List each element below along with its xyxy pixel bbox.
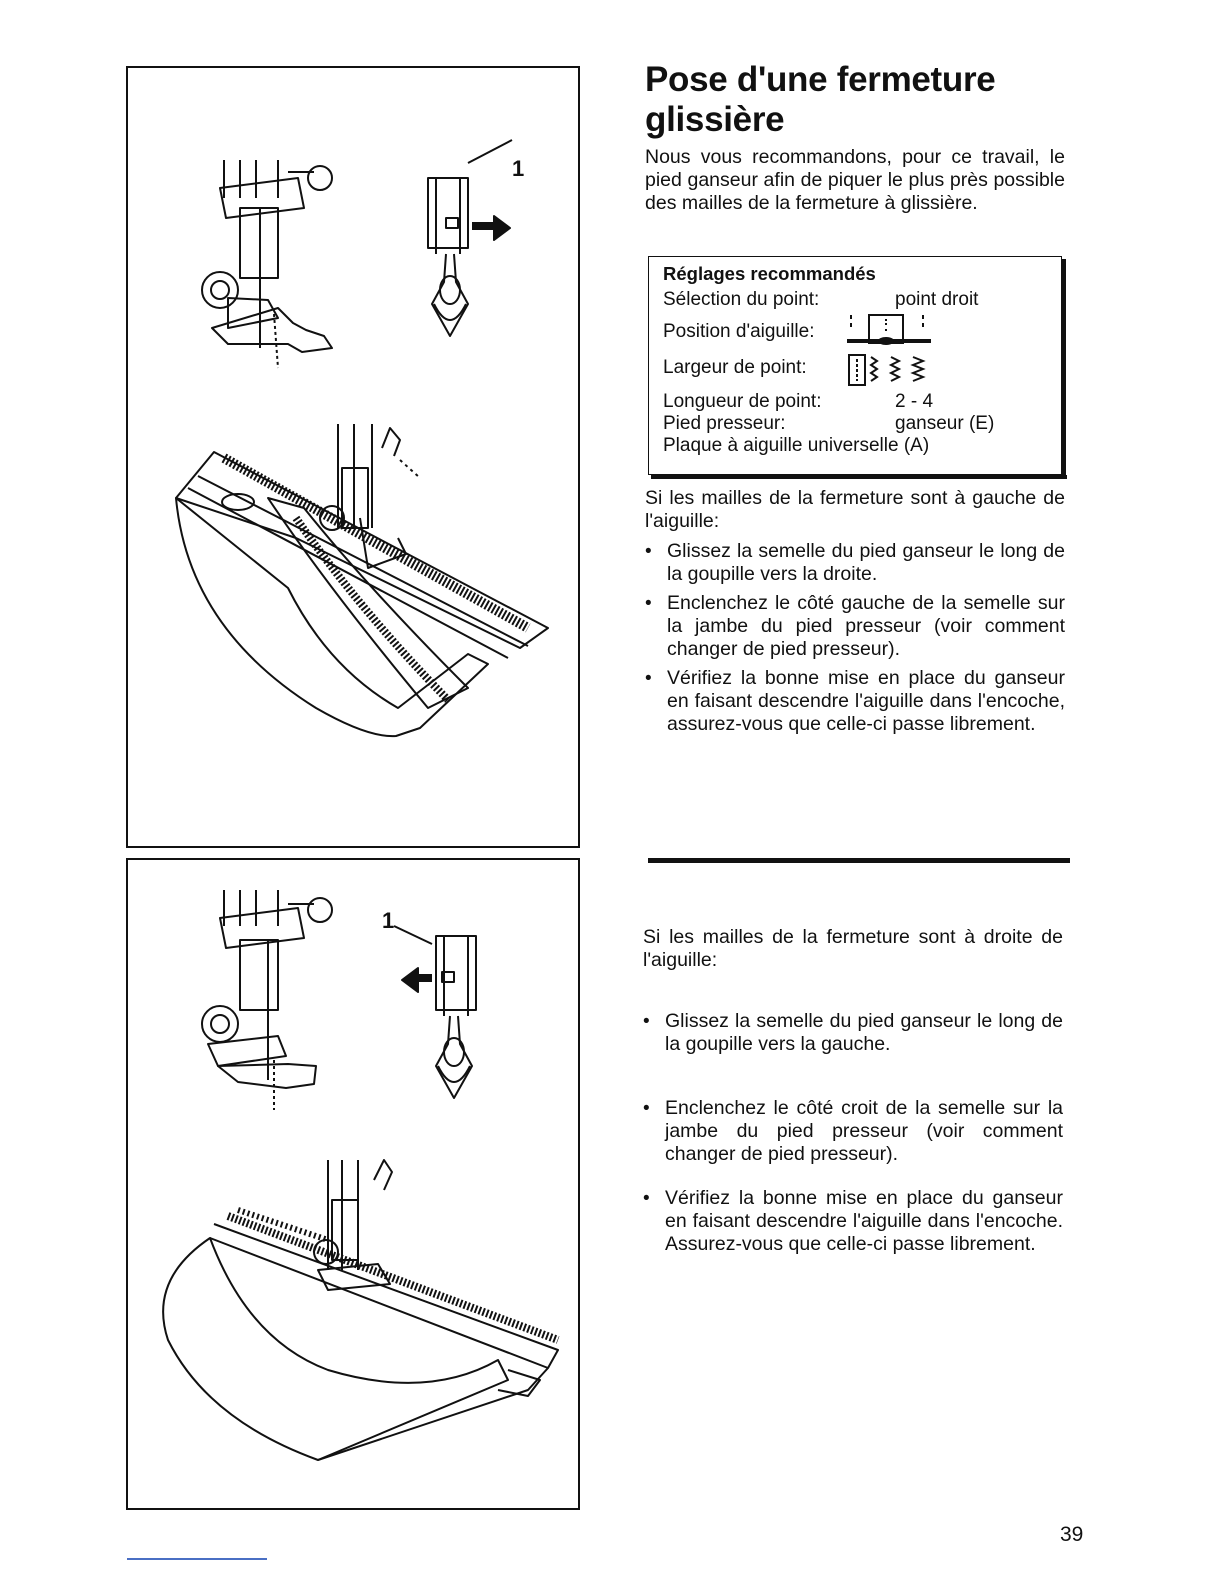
right-step-3: • Vérifiez la bonne mise en place du ganseur en faisant descendre l'aiguille dans l'encoche. Assurez-vous que celle-ci passe librement. <box>643 1187 1063 1256</box>
right-step-2: • Enclenchez le côté croit de la semelle sur la jambe du pied presseur (voir comment changer de pied presseur). <box>643 1097 1063 1166</box>
needle-position-icon <box>845 311 935 349</box>
illustration-panel-bottom <box>126 858 580 1510</box>
setting-needle-plate: Plaque à aiguille universelle (A) <box>663 435 930 456</box>
page-title: Pose d'une fermeture glissière <box>645 60 996 139</box>
footer-line <box>127 1558 267 1560</box>
setting-label-stitch-width: Largeur de point: <box>663 357 807 378</box>
left-step-2: • Enclenchez le côté gauche de la semelle sur la jambe du pied presseur (voir comment changer de pied presseur). <box>645 592 1065 661</box>
settings-heading: Réglages recommandés <box>663 263 876 284</box>
left-step-3: • Vérifiez la bonne mise en place du ganseur en faisant descendre l'aiguille dans l'encoche, assurez-vous que celle-ci passe librement. <box>645 667 1065 736</box>
zipper-right-illustration <box>128 860 578 1508</box>
intro-paragraph: Nous vous recommandons, pour ce travail, le pied ganseur afin de piquer le plus près possible des mailles de la fermeture à glissière. <box>645 146 1065 214</box>
setting-label-stitch-length: Longueur de point: <box>663 391 822 412</box>
recommended-settings-box <box>648 256 1062 475</box>
left-step-1: • Glissez la semelle du pied ganseur le long de la goupille vers la droite. <box>645 540 1065 586</box>
setting-label-presser-foot: Pied presseur: <box>663 413 786 434</box>
callout-label-bottom: 1 <box>382 908 395 933</box>
left-case-steps <box>645 540 1065 736</box>
setting-value-stitch: point droit <box>895 289 979 310</box>
right-case-steps <box>643 1010 1063 1256</box>
zipper-left-illustration <box>128 68 578 846</box>
page-number: 39 <box>1060 1523 1084 1546</box>
right-step-1: • Glissez la semelle du pied ganseur le long de la goupille vers la gauche. <box>643 1010 1063 1056</box>
callout-label-top: 1 <box>512 156 525 181</box>
stitch-width-icon <box>847 351 947 389</box>
setting-label-needle-position: Position d'aiguille: <box>663 321 815 342</box>
right-case-intro: Si les mailles de la fermeture sont à droite de l'aiguille: <box>643 926 1063 971</box>
section-divider <box>648 858 1070 863</box>
left-case-intro: Si les mailles de la fermeture sont à gauche de l'aiguille: <box>645 487 1065 532</box>
illustration-panel-top <box>126 66 580 848</box>
setting-value-presser-foot: ganseur (E) <box>895 413 995 434</box>
setting-label-stitch: Sélection du point: <box>663 289 820 310</box>
setting-value-stitch-length: 2 - 4 <box>895 391 934 412</box>
